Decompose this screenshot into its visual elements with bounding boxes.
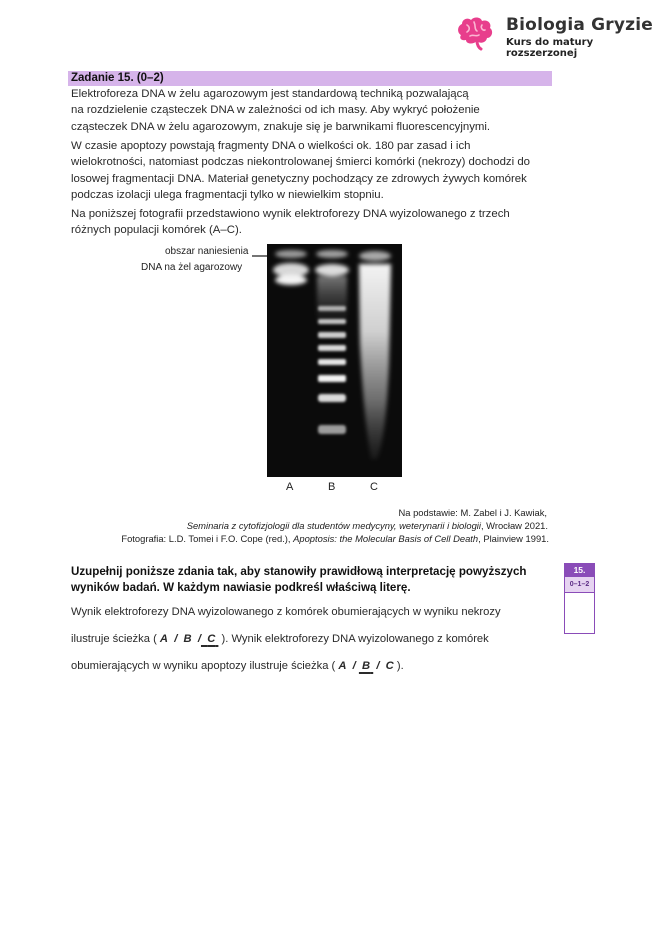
text-line: Na poniższej fotografii przedstawiono wynik elektroforezy DNA wyizolowanego z trzech bbox=[71, 208, 510, 220]
instruction-line: wyników badań. W każdym nawiasie podkreśl właściwą literę. bbox=[71, 581, 411, 594]
option-letter: B bbox=[362, 660, 371, 672]
text-line: wielokrotności, natomiast podczas niekontrolowanej śmierci komórki (nekrozy) dochodzi do bbox=[71, 156, 530, 169]
lane-a-bands bbox=[273, 250, 309, 285]
lane-label-a: A bbox=[286, 481, 294, 493]
question-instruction bbox=[71, 564, 541, 596]
sentence-text: ). Wynik elektroforezy DNA wyizolowanego z komórek bbox=[221, 633, 489, 645]
text-line: Elektroforeza DNA w żelu agarozowym jest standardową techniką pozwalającą bbox=[71, 88, 469, 100]
text-line: na rozdzielenie cząsteczek DNA w zależności od ich masy. Aby wykryć położenie bbox=[71, 104, 480, 117]
text-line: losowej fragmentacji DNA. Materiał genetyczny pochodzący ze zdrowych żywych komórek bbox=[71, 172, 527, 185]
source-photo-rest: , Plainview 1991. bbox=[478, 533, 549, 544]
intro-paragraph bbox=[71, 86, 541, 135]
necrosis-option-b[interactable]: B bbox=[183, 633, 192, 645]
text-line: W czasie apoptozy powstają fragmenty DNA o wielkości ok. 180 par zasad i ich bbox=[71, 140, 471, 152]
necrosis-option-a[interactable]: A bbox=[159, 633, 168, 645]
option-letter: C bbox=[207, 633, 216, 645]
brand-subtitle: Kurs do matury rozszerzonej bbox=[506, 37, 594, 59]
loading-area-label-2: DNA na żel agarozowy bbox=[141, 262, 243, 273]
loading-area-label: obszar naniesienia bbox=[165, 246, 249, 257]
score-box bbox=[564, 563, 595, 634]
source-line-1: Na podstawie: M. Zabel i J. Kawiak, bbox=[398, 507, 547, 518]
answer-sentence-line-1: Wynik elektroforezy DNA wyizolowanego z komórek obumierających w wyniku nekrozy bbox=[71, 606, 501, 618]
instruction-line: Uzupełnij poniższe zdania tak, aby stanowiły prawidłową interpretację powyższych bbox=[71, 565, 527, 578]
necrosis-option-c-selected[interactable] bbox=[201, 633, 218, 645]
text-line: cząsteczek DNA w żelu agarozowym, znakuje się je barwnikami fluorescencyjnymi. bbox=[71, 120, 491, 133]
score-entry-field[interactable] bbox=[565, 593, 594, 633]
apoptosis-paragraph bbox=[71, 138, 549, 203]
answer-sentence-line-3: obumierających w wyniku apoptozy ilustruje ścieżka ( A / B / C ). bbox=[71, 660, 404, 672]
task-number: 15. bbox=[565, 564, 594, 577]
apoptosis-option-c[interactable]: C bbox=[385, 660, 394, 672]
apoptosis-option-a[interactable]: A bbox=[338, 660, 347, 672]
brain-logo-icon bbox=[455, 15, 495, 51]
answer-sentence-line-2: ilustruje ścieżka ( A / B / C ). Wynik elektroforezy DNA wyizolowanego z komórek bbox=[71, 633, 489, 645]
source-book-rest: , Wrocław 2021. bbox=[480, 520, 548, 531]
apoptosis-option-b-selected[interactable] bbox=[359, 660, 373, 672]
gel-electrophoresis-photo bbox=[267, 244, 402, 477]
text-line: różnych populacji komórek (A–C). bbox=[71, 224, 242, 237]
sentence-text: ). bbox=[396, 660, 404, 672]
source-photo-start: Fotografia: L.D. Tomei i F.O. Cope (red.), bbox=[121, 533, 294, 544]
lane-label-c: C bbox=[370, 481, 378, 493]
source-line-2 bbox=[187, 520, 548, 531]
source-photo-title: Apoptosis: the Molecular Basis of Cell Death bbox=[293, 533, 479, 544]
task-title: Zadanie 15. (0–2) bbox=[71, 72, 164, 84]
sentence-text: ilustruje ścieżka ( bbox=[71, 633, 157, 645]
lane-label-b: B bbox=[328, 481, 336, 493]
source-line-3 bbox=[121, 533, 549, 544]
source-book-title: Seminaria z cytofizjologii dla studentów medycyny, weterynarii i biologii bbox=[186, 520, 481, 531]
text-line: podczas izolacji ulega fragmentacji tylko w niewielkim stopniu. bbox=[71, 188, 384, 201]
photo-intro-paragraph bbox=[71, 206, 541, 239]
score-points: 0–1–2 bbox=[565, 577, 594, 593]
sentence-text: obumierających w wyniku apoptozy ilustruje ścieżka ( bbox=[71, 660, 336, 672]
brand-title: Biologia Gryzie bbox=[506, 15, 654, 35]
